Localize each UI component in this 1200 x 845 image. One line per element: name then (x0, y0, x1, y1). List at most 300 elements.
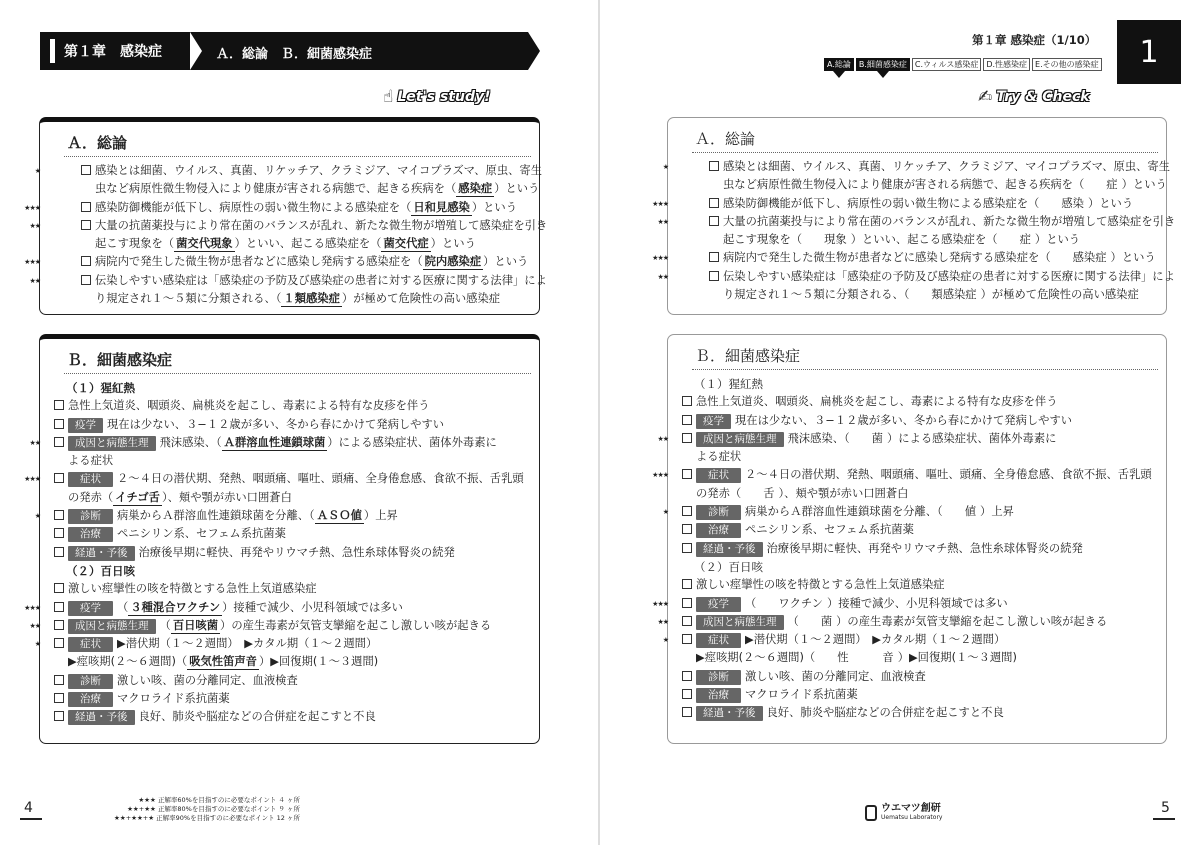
tab-other[interactable]: E.その他の感染症 (1032, 58, 1102, 71)
page-number-left (20, 800, 42, 820)
line-content (682, 542, 1083, 555)
item-line (54, 653, 533, 671)
checkbox[interactable] (682, 689, 692, 699)
text-segment: ）接種で減少、小児科領域では多い (826, 596, 1008, 610)
line-content (54, 201, 517, 214)
section-label: Ａ．総論 Ｂ．細菌感染症 (216, 47, 373, 62)
checkbox[interactable] (54, 675, 64, 685)
line-content (682, 233, 1080, 246)
page-number-text: 5 (1161, 800, 1170, 816)
text-segment: ）という (494, 182, 540, 196)
item-line (657, 430, 1160, 448)
text-segment: 良好、肺炎や脳症などの合併症を起こすと不良 (138, 710, 376, 724)
text-segment: ）という (1110, 251, 1156, 265)
item-line (682, 686, 1160, 704)
text-segment: の発赤（ (696, 486, 742, 500)
line-content (682, 215, 1175, 228)
text-segment: り規定され１～５類に分類される、（ (723, 288, 910, 302)
section-a-box (24, 117, 548, 315)
item-line (657, 268, 1175, 286)
checkbox[interactable] (682, 579, 692, 589)
chapter-number-block: 1 (1117, 20, 1181, 84)
item-line (54, 489, 533, 507)
line-content (682, 706, 1004, 719)
item-line (54, 416, 533, 434)
checkbox[interactable] (682, 433, 692, 443)
item-line (54, 544, 533, 562)
item-line (682, 448, 1160, 466)
category-tag: 診断 (696, 505, 741, 520)
item-line (54, 672, 533, 690)
checkbox[interactable] (682, 671, 692, 681)
importance-stars: ★★ (657, 617, 668, 626)
text-segment: ▶痙咳期(２～６週間)（ (696, 651, 816, 665)
text-segment: 激しい咳、菌の分離同定、血液検査 (745, 669, 926, 683)
item-line (54, 235, 533, 253)
line-content (54, 472, 524, 485)
pointing-hand-icon: ☝ (383, 87, 394, 107)
section-a-box-quiz (652, 117, 1176, 315)
item-line (54, 525, 533, 543)
checkbox[interactable] (709, 198, 719, 208)
blank-term: 類感染症 (931, 288, 977, 302)
blank-term: 感染 (1061, 196, 1084, 210)
category-tag: 症状 (68, 637, 113, 652)
line-content (682, 468, 1152, 481)
line-content (682, 651, 1017, 664)
item-line (54, 397, 533, 415)
text-segment: ）が極めて危険性の高い感染症 (341, 292, 501, 306)
category-tag: 経過・予後 (696, 542, 763, 557)
line-content (54, 546, 455, 559)
checkbox[interactable] (81, 202, 91, 212)
line-content (54, 164, 542, 177)
item-line (54, 562, 533, 580)
importance-stars: ★ (662, 636, 668, 645)
checkbox[interactable] (54, 583, 64, 593)
item-line (29, 617, 533, 635)
answer-term: イチゴ舌 (115, 490, 160, 504)
line-content (54, 292, 500, 305)
answer-term: 菌交代現象 (176, 237, 233, 251)
checkbox[interactable] (682, 543, 692, 553)
checkbox[interactable] (709, 271, 719, 281)
text-segment: （ (117, 600, 129, 614)
text-segment: 感染とは細菌、ウイルス、真菌、リケッチア、クラミジア、マイコプラズマ、原虫、寄生 (95, 164, 543, 177)
importance-stars: ★ (662, 163, 668, 171)
checkbox[interactable] (54, 528, 64, 538)
line-content (54, 509, 398, 522)
line-content (54, 692, 230, 705)
blank-term: 感染症 (1072, 251, 1107, 265)
importance-stars: ★ (34, 640, 40, 649)
checkbox[interactable] (682, 506, 692, 516)
line-content (54, 674, 298, 687)
item-line (54, 452, 533, 470)
category-tag: 疫学 (68, 418, 103, 433)
checkbox[interactable] (682, 598, 692, 608)
item-line (29, 217, 548, 235)
line-content (682, 597, 1008, 610)
line-content (54, 182, 539, 195)
checkbox[interactable] (81, 275, 91, 285)
text-segment: ）という (1034, 233, 1081, 247)
blank-term: 症 (1106, 178, 1118, 192)
item-line (29, 272, 547, 290)
line-content (54, 601, 403, 614)
category-tag: 診断 (68, 674, 113, 689)
lets-study-badge (383, 86, 491, 108)
lets-study-label: Let's study! (397, 89, 491, 105)
line-content (54, 237, 476, 250)
answer-term: 菌交代症 (383, 237, 429, 251)
item-line (54, 580, 533, 598)
item-line (682, 649, 1160, 667)
item-line (682, 231, 1160, 249)
checkbox[interactable] (81, 256, 91, 266)
checkbox[interactable] (54, 510, 64, 520)
text-segment: ）上昇 (980, 505, 1014, 519)
text-segment: ▶潜伏期（１～２週間） ▶カタル期（１～２週間） (117, 637, 378, 651)
chapter-label: 第１章 感染症 (64, 44, 162, 60)
title-rule (692, 369, 1158, 370)
text-segment: 病院内で発生した微生物が患者などに感染し発病する感染症を（ (723, 251, 1051, 265)
section-a-title: Ａ．総論 (67, 134, 128, 152)
item-line (682, 393, 1160, 411)
checkbox[interactable] (54, 638, 64, 648)
line-content (682, 688, 858, 701)
try-check-label: Try & Check (996, 89, 1090, 105)
importance-stars: ★★★ (652, 254, 668, 263)
importance-stars: ★★ (29, 621, 40, 630)
title-rule (692, 152, 1158, 153)
publisher-logo-icon (865, 805, 877, 821)
text-segment: ）、頬や顎が赤い口囲蒼白 (778, 486, 909, 500)
line-content (682, 432, 1056, 445)
item-line (652, 195, 1160, 213)
importance-stars: ★★★ (24, 258, 40, 267)
line-content (54, 454, 113, 467)
answer-term: 日和見感染 (413, 200, 470, 214)
section-tabs (824, 58, 1102, 71)
line-content (54, 619, 491, 632)
line-content (682, 288, 1139, 301)
blank-term: 値 (964, 505, 977, 519)
checkbox[interactable] (81, 220, 91, 230)
category-tag: 症状 (68, 472, 113, 487)
item-line (682, 375, 1160, 393)
blank-term: 菌 (820, 614, 833, 628)
line-content (682, 178, 1167, 191)
importance-stars: ★★ (657, 217, 668, 226)
text-segment: ▶潜伏期（１～２週間） ▶カタル期（１～２週間） (745, 633, 1006, 647)
category-tag: 成因と病態生理 (68, 436, 156, 451)
line-content (682, 487, 908, 500)
category-tag: 成因と病態生理 (696, 432, 784, 447)
text-segment: ）、頬や顎が赤い口囲蒼白 (161, 490, 292, 504)
text-segment: ）という (483, 255, 529, 269)
text-segment: の発赤（ (68, 490, 114, 504)
category-tag: 成因と病態生理 (696, 615, 784, 630)
title-rule (64, 156, 531, 157)
text-segment: マクロライド系抗菌薬 (117, 692, 230, 706)
line-content (682, 197, 1133, 210)
blank-term: 症 (1019, 233, 1031, 247)
item-line (34, 635, 533, 653)
page-number-bar (1153, 818, 1175, 820)
item-line (657, 613, 1160, 631)
item-line (662, 158, 1171, 176)
item-line (24, 253, 533, 271)
text-segment: 病巣からＡ群溶血性連鎖球菌を分離、（ (745, 505, 943, 519)
checkbox[interactable] (54, 437, 64, 447)
title-rule (64, 373, 531, 374)
answer-term: １類感染症 (283, 292, 340, 306)
text-segment: 病巣からＡ群溶血性連鎖球菌を分離、（ (117, 509, 315, 523)
text-segment: 激しい痙攣性の咳を特徴とする急性上気道感染症 (696, 578, 945, 592)
item-line (662, 631, 1160, 649)
item-line (24, 199, 533, 217)
tab-std[interactable]: D.性感染症 (983, 58, 1030, 71)
category-tag: 症状 (696, 633, 741, 648)
answer-term: 院内感染症 (424, 255, 482, 269)
category-tag: 治療 (696, 523, 741, 538)
blank-term: 舌 (763, 486, 775, 500)
text-segment: 現在は少ない、３−１２歳が多い、冬から春にかけて発病しやすい (735, 413, 1073, 427)
text-segment: 伝染しやすい感染症は「感染症の予防及び感染症の患者に対する医療に関する法律」によ (95, 273, 547, 287)
section-b-title: Ｂ．細菌感染症 (695, 347, 801, 365)
line-content (682, 160, 1170, 173)
tab-bacterial[interactable]: B.細菌感染症 (856, 58, 910, 71)
checkbox[interactable] (81, 165, 91, 175)
checkbox[interactable] (682, 707, 692, 717)
item-line (54, 379, 533, 397)
page-number-text: 4 (24, 800, 33, 816)
importance-stars: ★★★ (24, 475, 40, 484)
chapter-bar-mark (50, 39, 55, 63)
answer-term: ３種混合ワクチン (130, 600, 221, 614)
line-content (54, 527, 286, 540)
item-line (682, 704, 1160, 722)
importance-stars: ★★ (29, 438, 40, 447)
category-tag: 診断 (696, 670, 741, 685)
item-line (54, 290, 533, 308)
section-a-title: Ａ．総論 (695, 130, 756, 148)
text-segment: ）という (430, 237, 476, 251)
answer-term: 百日咳菌 (172, 618, 219, 632)
try-check-badge (978, 86, 1090, 108)
section-a-lines-quiz (652, 158, 1176, 304)
star-legend (104, 796, 300, 823)
text-segment: （ (787, 614, 799, 628)
answer-term: Ａ群溶血性連鎖球菌 (223, 435, 326, 449)
checkbox[interactable] (54, 602, 64, 612)
checkbox[interactable] (709, 161, 719, 171)
publisher-sub: Uematsu Laboratory (881, 814, 943, 821)
checkbox[interactable] (54, 620, 64, 630)
item-line (682, 540, 1160, 558)
text-segment: り規定され１～５類に分類される、（ (95, 292, 282, 306)
checkbox[interactable] (682, 524, 692, 534)
category-tag: 経過・予後 (696, 706, 763, 721)
line-content (54, 710, 376, 723)
item-line (54, 708, 533, 726)
text-segment: （ (745, 596, 757, 610)
tab-overview[interactable]: A.総論 (824, 58, 854, 71)
checkbox[interactable] (709, 252, 719, 262)
text-segment: 感染防御機能が低下し、病原性の弱い微生物による感染症を（ (95, 200, 412, 214)
tab-viral[interactable]: C.ウィルス感染症 (912, 58, 981, 71)
item-line (34, 507, 533, 525)
text-segment: よる症状 (696, 450, 742, 464)
text-segment: ２～４日の潜伏期、発熱、咽頭痛、嘔吐、頭痛、全身倦怠感、食欲不振、舌乳頭 (117, 472, 524, 486)
importance-stars: ★ (662, 508, 668, 517)
text-segment: ）による感染症状、菌体外毒素に (886, 431, 1057, 445)
checkbox[interactable] (54, 419, 64, 429)
category-tag: 治療 (68, 692, 113, 707)
line-content (682, 633, 1005, 646)
section-b-lines-quiz (652, 375, 1160, 723)
category-tag: 疫学 (696, 414, 731, 429)
checkbox[interactable] (682, 469, 692, 479)
importance-stars: ★★ (29, 221, 40, 230)
importance-stars: ★★★ (652, 471, 668, 480)
item-line (682, 558, 1160, 576)
answer-term: 感染症 (458, 182, 493, 196)
text-segment: （ (159, 618, 171, 632)
text-segment: 大量の抗菌薬投与により常在菌のバランスが乱れ、新たな微生物が増殖して感染症を引き (95, 218, 548, 232)
checkbox[interactable] (54, 711, 64, 721)
section-b-box-quiz (652, 334, 1167, 744)
answer-term: 吸気性笛声音 (189, 655, 257, 669)
text-segment: ）といい、起こる感染症を（ (234, 237, 382, 251)
line-content (682, 395, 1058, 408)
checkbox[interactable] (682, 396, 692, 406)
item-line (682, 485, 1160, 503)
text-segment: よる症状 (68, 454, 114, 468)
text-segment: 感染防御機能が低下し、病原性の弱い微生物による感染症を（ (723, 196, 1040, 210)
line-content (54, 582, 317, 595)
page-number-bar (20, 818, 42, 820)
text-segment: ）による感染症状、菌体外毒素に (327, 435, 497, 449)
publisher-name: ウエマツ創研 (881, 803, 941, 814)
checkbox[interactable] (54, 473, 64, 483)
publisher-logo (865, 804, 942, 821)
line-content (682, 578, 945, 591)
importance-stars: ★★ (657, 434, 668, 443)
text-segment: 治療後早期に軽快、再発やリウマチ熱、急性糸球体腎炎の続発 (138, 545, 455, 559)
blank-term: 菌 (871, 431, 883, 445)
category-tag: 経過・予後 (68, 710, 135, 725)
checkbox[interactable] (682, 415, 692, 425)
checkbox[interactable] (682, 634, 692, 644)
text-segment: ）の産生毒素が気管支攣縮を起こし激しい咳が起きる (220, 618, 492, 632)
text-segment: ）接種で減少、小児科領域では多い (222, 600, 403, 614)
legend-line: ★★+★★ 正解率80%を目指すのに必要なポイント ９ ヶ所 (127, 805, 300, 813)
text-segment: 感染とは細菌、ウイルス、真菌、リケッチア、クラミジア、マイコプラズマ、原虫、寄生 (723, 160, 1171, 173)
line-content (682, 270, 1175, 283)
item-line (54, 180, 540, 198)
checkbox[interactable] (709, 216, 719, 226)
legend-line: ★★+★★+★ 正解率90%を目指すのに必要なポイント 12 ヶ所 (114, 814, 300, 822)
section-b-box (24, 334, 540, 744)
checkbox[interactable] (54, 400, 64, 410)
text-segment: 急性上気道炎、咽頭炎、扁桃炎を起こし、毒素による特有な皮疹を伴う (696, 395, 1058, 409)
text-segment: 治療後早期に軽快、再発やリウマチ熱、急性糸球体腎炎の続発 (766, 541, 1083, 555)
line-content (54, 399, 430, 412)
item-line (682, 668, 1160, 686)
importance-stars: ★★★ (652, 199, 668, 208)
subsection-heading: （２）百日咳 (694, 559, 763, 574)
checkbox[interactable] (54, 547, 64, 557)
subsection-heading: （１）猩紅熱 (694, 377, 763, 391)
item-line (54, 690, 533, 708)
text-segment: ）▶回復期(１～３週間) (897, 651, 1017, 665)
line-content (54, 219, 547, 232)
checkbox[interactable] (54, 693, 64, 703)
item-line (657, 213, 1176, 231)
text-segment: 起こす現象を（ (95, 237, 175, 251)
text-segment: ）▶回復期(１～３週間) (258, 655, 379, 669)
text-segment: ）が極めて危険性の高い感染症 (980, 288, 1139, 302)
text-segment: ）上昇 (363, 509, 398, 523)
checkbox[interactable] (682, 616, 692, 626)
category-tag: 治療 (68, 527, 113, 542)
line-content (682, 615, 1107, 628)
subsection-heading: （１）猩紅熱 (66, 381, 135, 395)
line-content (682, 523, 914, 536)
text-segment: 病院内で発生した微生物が患者などに感染し発病する感染症を（ (95, 255, 423, 269)
blank-term: 性 音 (837, 651, 894, 665)
importance-stars: ★ (34, 512, 40, 521)
running-title: 第１章 感染症（1/10） (972, 33, 1097, 47)
item-line (682, 521, 1160, 539)
line-content (54, 655, 378, 668)
text-segment: 飛沫感染、（ (787, 431, 850, 445)
item-line (662, 503, 1160, 521)
importance-stars: ★ (34, 167, 40, 175)
text-segment: ペニシリン系、セフェム系抗菌薬 (745, 523, 914, 537)
item-line (652, 249, 1160, 267)
line-content (682, 505, 1014, 518)
line-content (54, 274, 547, 287)
writing-hand-icon: ✍ (978, 87, 993, 107)
text-segment: 飛沫感染、（ (159, 435, 222, 449)
right-page (600, 0, 1200, 845)
importance-stars: ★★★ (24, 203, 40, 212)
text-segment: 激しい咳、菌の分離同定、血液検査 (117, 673, 298, 687)
line-content (54, 418, 444, 431)
text-segment: ）という (471, 200, 518, 214)
importance-stars: ★★★ (652, 599, 668, 608)
item-line (682, 412, 1160, 430)
text-segment: 急性上気道炎、咽頭炎、扁桃炎を起こし、毒素による特有な皮疹を伴う (68, 399, 430, 413)
text-segment: 激しい痙攣性の咳を特徴とする急性上気道感染症 (68, 582, 317, 596)
section-b-title: Ｂ．細菌感染症 (67, 351, 173, 369)
line-content (54, 255, 528, 268)
text-segment: 伝染しやすい感染症は「感染症の予防及び感染症の患者に対する医療に関する法律」によ (723, 269, 1175, 283)
text-segment: ）の産生毒素が気管支攣縮を起こし激しい咳が起きる (836, 614, 1108, 628)
subsection-heading: （２）百日咳 (66, 563, 135, 578)
category-tag: 症状 (696, 468, 741, 483)
item-line (652, 595, 1160, 613)
item-line (682, 286, 1160, 304)
item-line (29, 434, 533, 452)
text-segment: 大量の抗菌薬投与により常在菌のバランスが乱れ、新たな微生物が増殖して感染症を引き (723, 214, 1176, 228)
text-segment: ▶痙咳期(２～６週間)（ (68, 655, 188, 669)
line-content (682, 670, 926, 683)
legend-line: ★★★ 正解率60%を目指すのに必要なポイント ４ ヶ所 (138, 796, 300, 804)
